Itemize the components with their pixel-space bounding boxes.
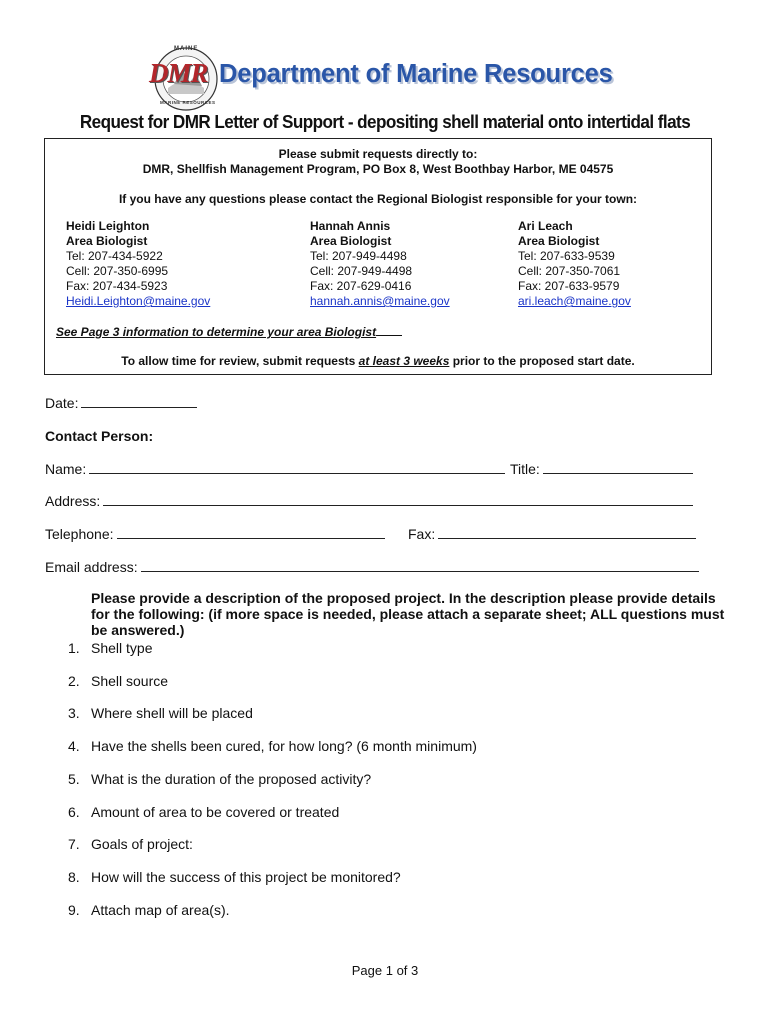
biologist-card-ari xyxy=(518,219,631,309)
biologist-tel: Tel: 207-949-4498 xyxy=(310,249,407,263)
telephone-input-line[interactable] xyxy=(117,526,385,539)
telephone-field[interactable] xyxy=(45,526,385,542)
see-page-3-note xyxy=(56,325,402,339)
biologist-cell: Cell: 207-350-7061 xyxy=(518,264,621,278)
title-label: Title: xyxy=(510,461,540,477)
question-text: Shell source xyxy=(91,673,169,689)
biologist-name: Heidi Leighton xyxy=(66,219,150,233)
biologist-fax: Fax: 207-629-0416 xyxy=(310,279,412,293)
contact-person-heading: Contact Person: xyxy=(45,428,154,444)
department-title: Department of Marine Resources xyxy=(219,60,613,88)
logo-seal-top-text: MAINE xyxy=(174,46,199,52)
question-number: 9. xyxy=(68,902,80,918)
submit-instruction: Please submit requests directly to: xyxy=(278,147,478,161)
biologist-fax: Fax: 207-434-5923 xyxy=(66,279,168,293)
document-title: Request for DMR Letter of Support - depositing shell material onto intertidal flats xyxy=(79,111,691,132)
question-number: 5. xyxy=(68,771,80,787)
question-number: 4. xyxy=(68,738,80,754)
mailing-address: DMR, Shellfish Management Program, PO Box 8, West Boothbay Harbor, ME 04575 xyxy=(142,162,614,176)
name-field[interactable] xyxy=(45,461,505,477)
biologist-cell: Cell: 207-350-6995 xyxy=(66,264,169,278)
biologist-name: Hannah Annis xyxy=(310,219,391,233)
telephone-label: Telephone: xyxy=(45,526,114,542)
questions-instruction: If you have any questions please contact the Regional Biologist responsible for your town: xyxy=(118,192,638,206)
biologist-role: Area Biologist xyxy=(310,234,392,248)
question-number: 1. xyxy=(68,640,80,656)
address-label: Address: xyxy=(45,493,101,509)
question-text: Shell type xyxy=(91,640,153,656)
title-field[interactable] xyxy=(510,461,693,477)
question-number: 7. xyxy=(68,836,80,852)
question-text: Where shell will be placed xyxy=(91,705,253,721)
name-input-line[interactable] xyxy=(89,461,505,474)
fax-input-line[interactable] xyxy=(438,526,696,539)
biologist-name: Ari Leach xyxy=(518,219,573,233)
email-input-line[interactable] xyxy=(141,559,699,572)
date-input-line[interactable] xyxy=(81,395,197,408)
biologist-role: Area Biologist xyxy=(518,234,600,248)
question-text: Have the shells been cured, for how long? (6 month minimum) xyxy=(91,738,477,754)
dmr-logo xyxy=(146,44,226,114)
biologist-tel: Tel: 207-633-9539 xyxy=(518,249,615,263)
address-input-line[interactable] xyxy=(103,493,693,506)
review-emphasis: at least 3 weeks xyxy=(358,354,450,368)
name-label: Name: xyxy=(45,461,87,477)
question-number: 2. xyxy=(68,673,80,689)
see-page-3-text: See Page 3 information to determine your area Biologist xyxy=(56,325,377,339)
biologist-card-hannah xyxy=(310,219,450,309)
page-number: Page 1 of 3 xyxy=(351,963,419,978)
question-text: Amount of area to be covered or treated xyxy=(91,804,340,820)
question-number: 3. xyxy=(68,705,80,721)
review-suffix: prior to the proposed start date. xyxy=(449,354,635,368)
question-text: What is the duration of the proposed activity? xyxy=(91,771,372,787)
title-input-line[interactable] xyxy=(543,461,693,474)
fax-label: Fax: xyxy=(408,526,436,542)
question-text: Attach map of area(s). xyxy=(91,902,230,918)
see-page-blank xyxy=(376,325,402,336)
fax-field[interactable] xyxy=(408,526,696,542)
biologist-card-heidi xyxy=(66,219,210,309)
biologist-fax: Fax: 207-633-9579 xyxy=(518,279,620,293)
question-number: 6. xyxy=(68,804,80,820)
question-number: 8. xyxy=(68,869,80,885)
date-label: Date: xyxy=(45,395,79,411)
date-field[interactable] xyxy=(45,395,197,411)
logo-initials: DMR xyxy=(149,58,208,88)
biologist-email-link[interactable]: hannah.annis@maine.gov xyxy=(310,294,450,308)
question-text: Goals of project: xyxy=(91,836,193,852)
email-field[interactable] xyxy=(45,559,699,575)
question-text: How will the success of this project be monitored? xyxy=(91,869,401,885)
submission-info-box xyxy=(44,138,712,375)
biologist-role: Area Biologist xyxy=(66,234,148,248)
address-field[interactable] xyxy=(45,493,693,509)
biologist-email-link[interactable]: ari.leach@maine.gov xyxy=(518,294,631,308)
biologist-tel: Tel: 207-434-5922 xyxy=(66,249,163,263)
project-description-intro: Please provide a description of the proposed project. In the description please provide details for the following: (if more space is needed, please attach a separate sheet; ALL questions must be answered.) xyxy=(91,590,725,638)
email-label: Email address: xyxy=(45,559,138,575)
biologist-cell: Cell: 207-949-4498 xyxy=(310,264,413,278)
review-time-note xyxy=(45,354,711,368)
logo-seal-bottom-text: MARINE RESOURCES xyxy=(160,100,216,105)
review-prefix: To allow time for review, submit requests xyxy=(121,354,359,368)
biologist-email-link[interactable]: Heidi.Leighton@maine.gov xyxy=(66,294,211,308)
